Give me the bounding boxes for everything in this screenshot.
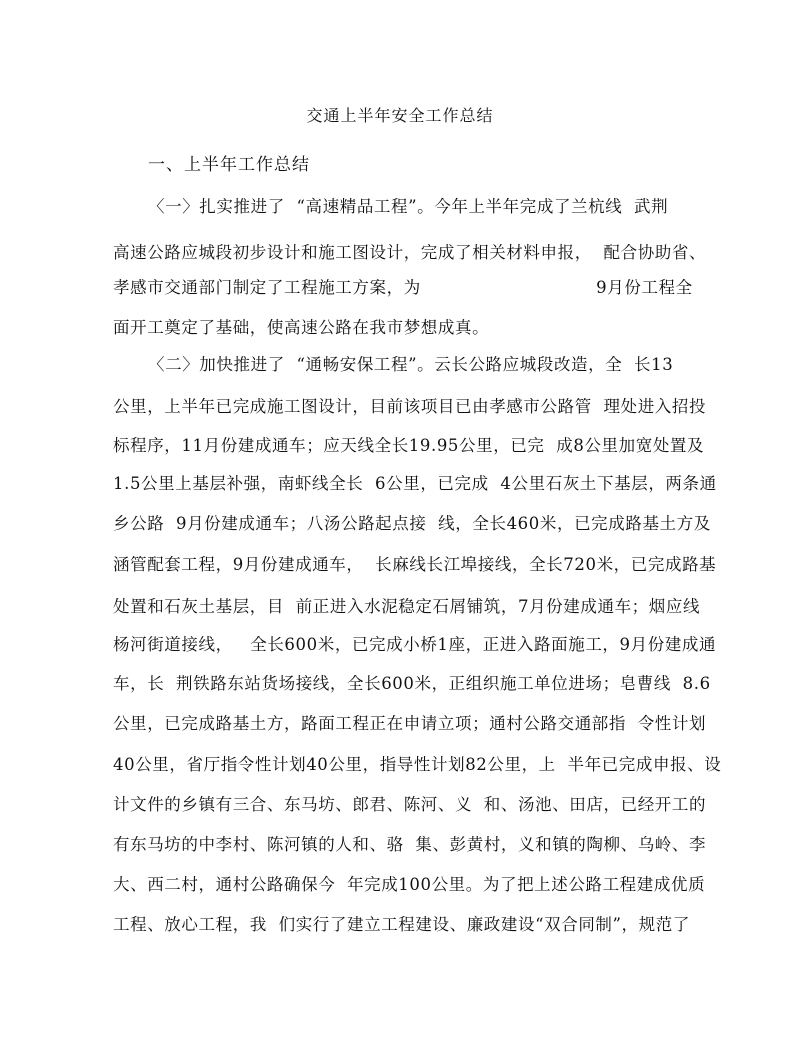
- paragraph-line: 大、西二村，通村公路确保今 年完成100公里。为了把上述公路工程建成优质: [113, 875, 706, 894]
- paragraph-line: 面开工奠定了基础，使高速公路在我市梦想成真。: [113, 318, 490, 337]
- paragraph-line: 处置和石灰土基层，目 前正进入水泥稳定石屑铺筑，7月份建成通车；烟应线: [113, 597, 701, 616]
- document-title: 交通上半年安全工作总结: [306, 106, 494, 125]
- paragraph-line: 1.5公里上基层补强，南虾线全长 6公里，已完成 4公里石灰土下基层，两条通: [113, 474, 717, 493]
- paragraph-line: 40公里，省厅指令性计划40公里，指导性计划82公里，上 半年已完成申报、设: [113, 755, 722, 774]
- section-heading: 一、上半年工作总结: [148, 155, 310, 175]
- paragraph-line: 标程序，11月份建成通车；应天线全长19.95公里，已完 成8公里加宽处置及: [113, 436, 705, 455]
- paragraph-line: 公里，已完成路基土方，路面工程正在申请立项；通村公路交通部指 令性计划: [113, 714, 707, 733]
- paragraph-line: 高速公路应城段初步设计和施工图设计，完成了相关材料申报， 配合协助省、: [113, 243, 707, 262]
- paragraph-line: 孝感市交通部门制定了工程施工方案，为 9月份工程全: [113, 278, 693, 297]
- paragraph-line: 〈一〉扎实推进了 “高速精品工程”。今年上半年完成了兰杭线 武荆: [148, 197, 669, 216]
- paragraph-line: 工程、放心工程，我 们实行了建立工程建设、廉政建设“双合同制”，规范了: [113, 915, 690, 934]
- paragraph-line: 杨河街道接线， 全长600米，已完成小桥1座，正进入路面施工，9月份建成通: [113, 635, 717, 654]
- paragraph-line: 乡公路 9月份建成通车；八汤公路起点接 线，全长460米，已完成路基土方及: [113, 514, 711, 533]
- paragraph-line: 〈二〉加快推进了 “通畅安保工程”。云长公路应城段改造，全 长13: [148, 355, 674, 374]
- paragraph-line: 计文件的乡镇有三合、东马坊、郎君、陈河、义 和、汤池、田店，已经开工的: [113, 795, 707, 814]
- paragraph-line: 车，长 荆铁路东站货场接线，全长600米，正组织施工单位进场；皂曹线 8.6: [113, 674, 711, 693]
- paragraph-line: 涵管配套工程，9月份建成通车， 长麻线长江埠接线，全长720米，已完成路基: [113, 555, 717, 574]
- paragraph-line: 有东马坊的中李村、陈河镇的人和、骆 集、彭黄村，义和镇的陶柳、乌岭、李: [113, 835, 707, 854]
- paragraph-line: 公里，上半年已完成施工图设计，目前该项目已由孝感市公路管 理处进入招投: [113, 397, 707, 416]
